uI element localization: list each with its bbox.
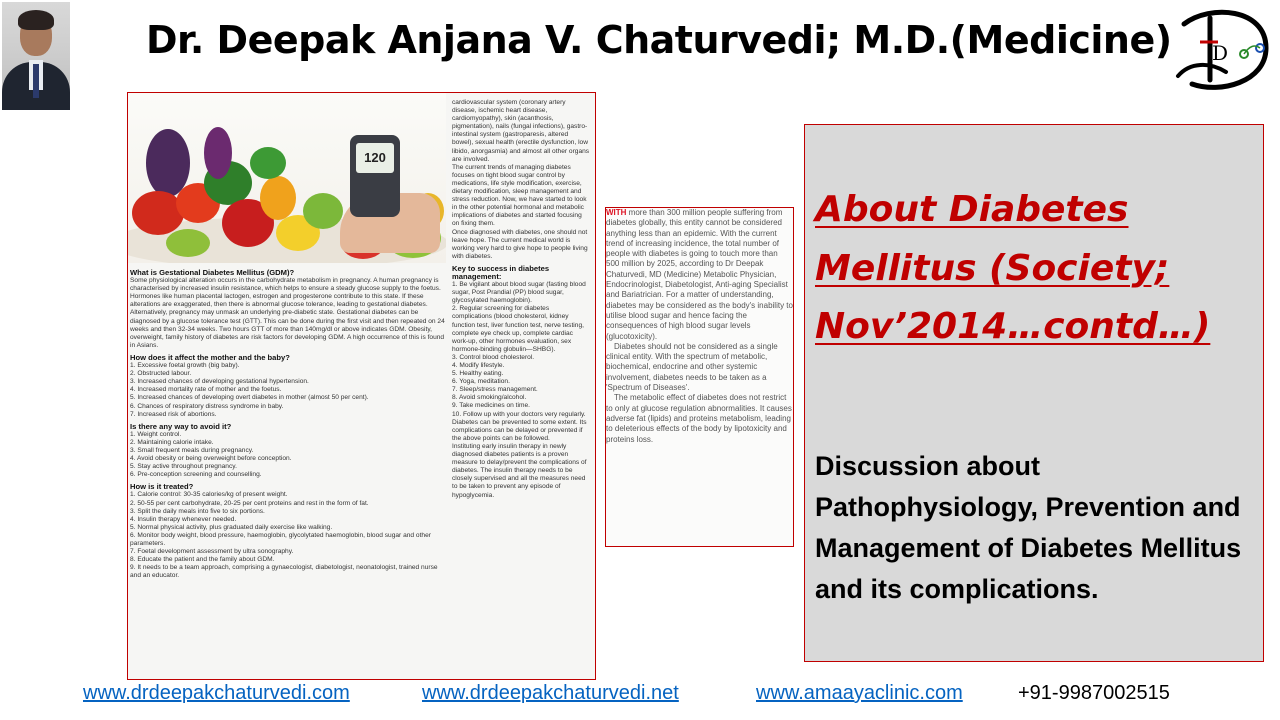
article-paragraph: 7. Sleep/stress management. [452,386,538,394]
article-paragraph: cardiovascular system (coronary artery disease, ischemic heart disease, cardiomyopathy), skin (acanthosis, pigmentation), nails (fungal infections), gastro-intestinal system (gastroparesis, altered bowel), sexual health (erectile dysfunction, low libido, anorgasmia) and almost all other organs are involved. [452,99,590,163]
article-subheading: How is it treated? [130,482,194,492]
footer-link-drdeepakchaturvedi-net[interactable]: www.drdeepakchaturvedi.net [422,682,679,704]
article-paragraph: Some physiological alteration occurs in the carbohydrate metabolism in pregnancy. A human pregnancy is characterised by increased insulin resistance, which helps to ensure a steady glucose supply to the foetus. Hormones like human placental lactogen, estrogen and progesterone contribute to this state. If these alterations are exaggerated, then there is abnormal glucose tolerance, leading to gestational diabetes. [130,277,441,309]
article-paragraph: 6. Chances of respiratory distress syndrome in baby. [130,402,284,410]
article-subheading: Key to success in diabetes management: [452,263,550,281]
newspaper-clipping [605,207,794,547]
portrait-tie [33,64,39,98]
article-paragraph: 2. Maintaining calorie intake. [130,438,214,446]
footer-phone-number: +91-9987002515 [1018,682,1170,704]
article-paragraph: 3. Split the daily meals into five to six portions. [130,507,265,515]
clipping-paragraph-3: The metabolic effect of diabetes does not restrict to only at glucose regulation abnormalities. It causes adverse fat (lipids) and proteins metabolism, leading to deleterious effects of the body by lipotoxicity and proteins loss. [606,393,792,444]
glucose-meter-reading: 120 [356,143,394,173]
article-paragraph: 7. Foetal development assessment by ultra sonography. [130,548,294,556]
article-paragraph: 1. Be vigilant about blood sugar (fasting blood sugar, Post Prandial (PP) blood sugar, glycosylated haemoglobin). [452,281,586,305]
article-paragraph: Once diagnosed with diabetes, one should not leave hope. The current medical world is working very hard to give hope to people living with diabetes. [452,228,588,260]
article-paragraph: 9. It needs to be a team approach, comprising a gynaecologist, diabetologist, neonatologist, trained nurse and an educator. [130,564,438,580]
article-paragraph: 9. Take medicines on time. [452,402,530,410]
article-paragraph: 6. Yoga, meditation. [452,378,510,386]
article-paragraph: 6. Monitor body weight, blood pressure, haemoglobin, glycolytated haemoglobin, blood sugar and other parameters. [130,531,431,547]
article-paragraph: 5. Normal physical activity, plus graduated daily exercise like walking. [130,523,333,531]
article-paragraph: 5. Healthy eating. [452,370,504,378]
clipping-paragraph-1-text: more than 300 million people suffering from diabetes globally, this entity cannot be considered anything less than an epidemic. With the current trend of increasing incidence, the total number of people with diabetes is going to touch more than 500 million by 2025, according to Dr Deepak Chaturvedi, MD (Medicine) Metabolic Physician, Endocrinologist, Diabetologist, Anti-aging Specialist and Bariatrician. For a matter of understanding, diabetes may be considered as the body's inability to utilise blood sugar and hence facing the consequences of high blood sugar levels (glucotoxicity). [606,208,793,341]
article-paragraph: 1. Calorie control: 30-35 calories/kg of present weight. [130,491,288,499]
logo-letter: D [1212,41,1229,65]
summary-box [804,124,1264,662]
dd-logo-icon [1170,2,1278,94]
article-paragraph: 3. Increased chances of developing gestational hypertension. [130,378,309,386]
article-paragraph: Instituting early insulin therapy in newly diagnosed diabetes patients is a proven measure to delay/prevent the complications of diabetes. The insulin therapy needs to be closely supervised and all the measures need to be taken to prevent any episode of hypoglycemia. [452,442,587,499]
clipping-lead-word: WITH [606,208,627,217]
article-paragraph: The current trends of managing diabetes focuses on tight blood sugar control by medications, life style modification, exercise, dietary modification, sleep management and stress reduction. Now, we have started to look in the other potential hormonal and metabolic implications of diabetes and started focusing on fixing them. [452,163,587,228]
article-paragraph: 5. Increased chances of developing overt diabetes in mother (almost 50 per cent). [130,394,369,402]
clipping-paragraph-2: Diabetes should not be considered as a single clinical entity. With the spectrum of metabolic, biochemical, endocrine and other systemic involvement, diabetes needs to be taken as a 'Spectrum of Diseases'. [606,341,778,393]
glucose-meter-icon [350,135,400,217]
slide-title: Dr. Deepak Anjana V. Chaturvedi; M.D.(Medicine) [146,18,1172,62]
article-subheading: What is Gestational Diabetes Mellitus (GDM)? [130,268,295,277]
article-paragraph: 8. Avoid smoking/alcohol. [452,394,527,402]
article-paragraph: 2. Obstructed labour. [130,370,192,378]
portrait-hair [18,10,54,30]
footer [0,682,1280,710]
magazine-article-image [127,92,596,680]
article-paragraph: 4. Increased mortality rate of mother and the foetus. [130,386,282,394]
article-paragraph: 2. 50-55 per cent carbohydrate, 20-25 per cent proteins and rest in the form of fat. [130,499,369,507]
article-right-column [452,99,590,500]
summary-heading: About Diabetes Mellitus (Society; Nov’2014…contd…) [815,189,1211,347]
article-paragraph: 4. Insulin therapy whenever needed. [130,515,237,523]
article-paragraph: 1. Weight control. [130,430,182,438]
article-paragraph: 4. Modify lifestyle. [452,362,505,369]
article-paragraph: 6. Pre-conception screening and counselling. [130,471,262,479]
article-paragraph: 8. Educate the patient and the family about GDM. [130,556,275,564]
article-paragraph: 1. Excessive foetal growth (big baby). [130,362,240,370]
article-paragraph: 2. Regular screening for diabetes complications (blood cholesterol, kidney function test, liver function test, nerve testing, complete eye check up, complete cardiac work-up, other hormones evaluation, sex hormone-binding globulin—SHBG). [452,305,584,353]
article-paragraph: 5. Stay active throughout pregnancy. [130,463,237,471]
fruits-vegetables-photo [128,93,446,263]
doctor-portrait-photo [2,2,70,110]
article-subheading: Is there any way to avoid it? [130,421,232,431]
article-paragraph: Diabetes can be prevented to some extent. Its complications can be delayed or prevented if the above points can be followed. [452,418,587,442]
footer-link-amaayaclinic[interactable]: www.amaayaclinic.com [756,682,963,704]
article-paragraph: 4. Avoid obesity or being overweight before conception. [130,455,292,463]
article-paragraph: 3. Small frequent meals during pregnancy. [130,446,254,454]
article-paragraph: 3. Control blood cholesterol. [452,353,535,361]
clipping-paragraph-1 [606,208,793,342]
summary-body: Discussion about Pathophysiology, Prevention and Management of Diabetes Mellitus and its complications. [815,451,1242,604]
article-paragraph: 7. Increased risk of abortions. [130,410,217,418]
article-left-column [130,265,446,580]
article-paragraph: Alternatively, pregnancy may unmask an underlying pre-diabetic state. Gestational diabetes can be diagnosed by a glucose tolerance test (GTT). This can be done during the first visit and then repeated on 24 weeks and then 32-34 weeks. Two hours GTT of more than 140mg/dl or above indicates GDM. Obesity, overweight, family history of diabetes are risk factors for developing GDM. A high occurrence of this is found in Asians. [130,309,445,349]
footer-link-drdeepakchaturvedi-com[interactable]: www.drdeepakchaturvedi.com [83,682,350,704]
article-paragraph: 10. Follow up with your doctors very regularly. [452,410,586,418]
article-subheading: How does it affect the mother and the baby? [130,352,290,362]
